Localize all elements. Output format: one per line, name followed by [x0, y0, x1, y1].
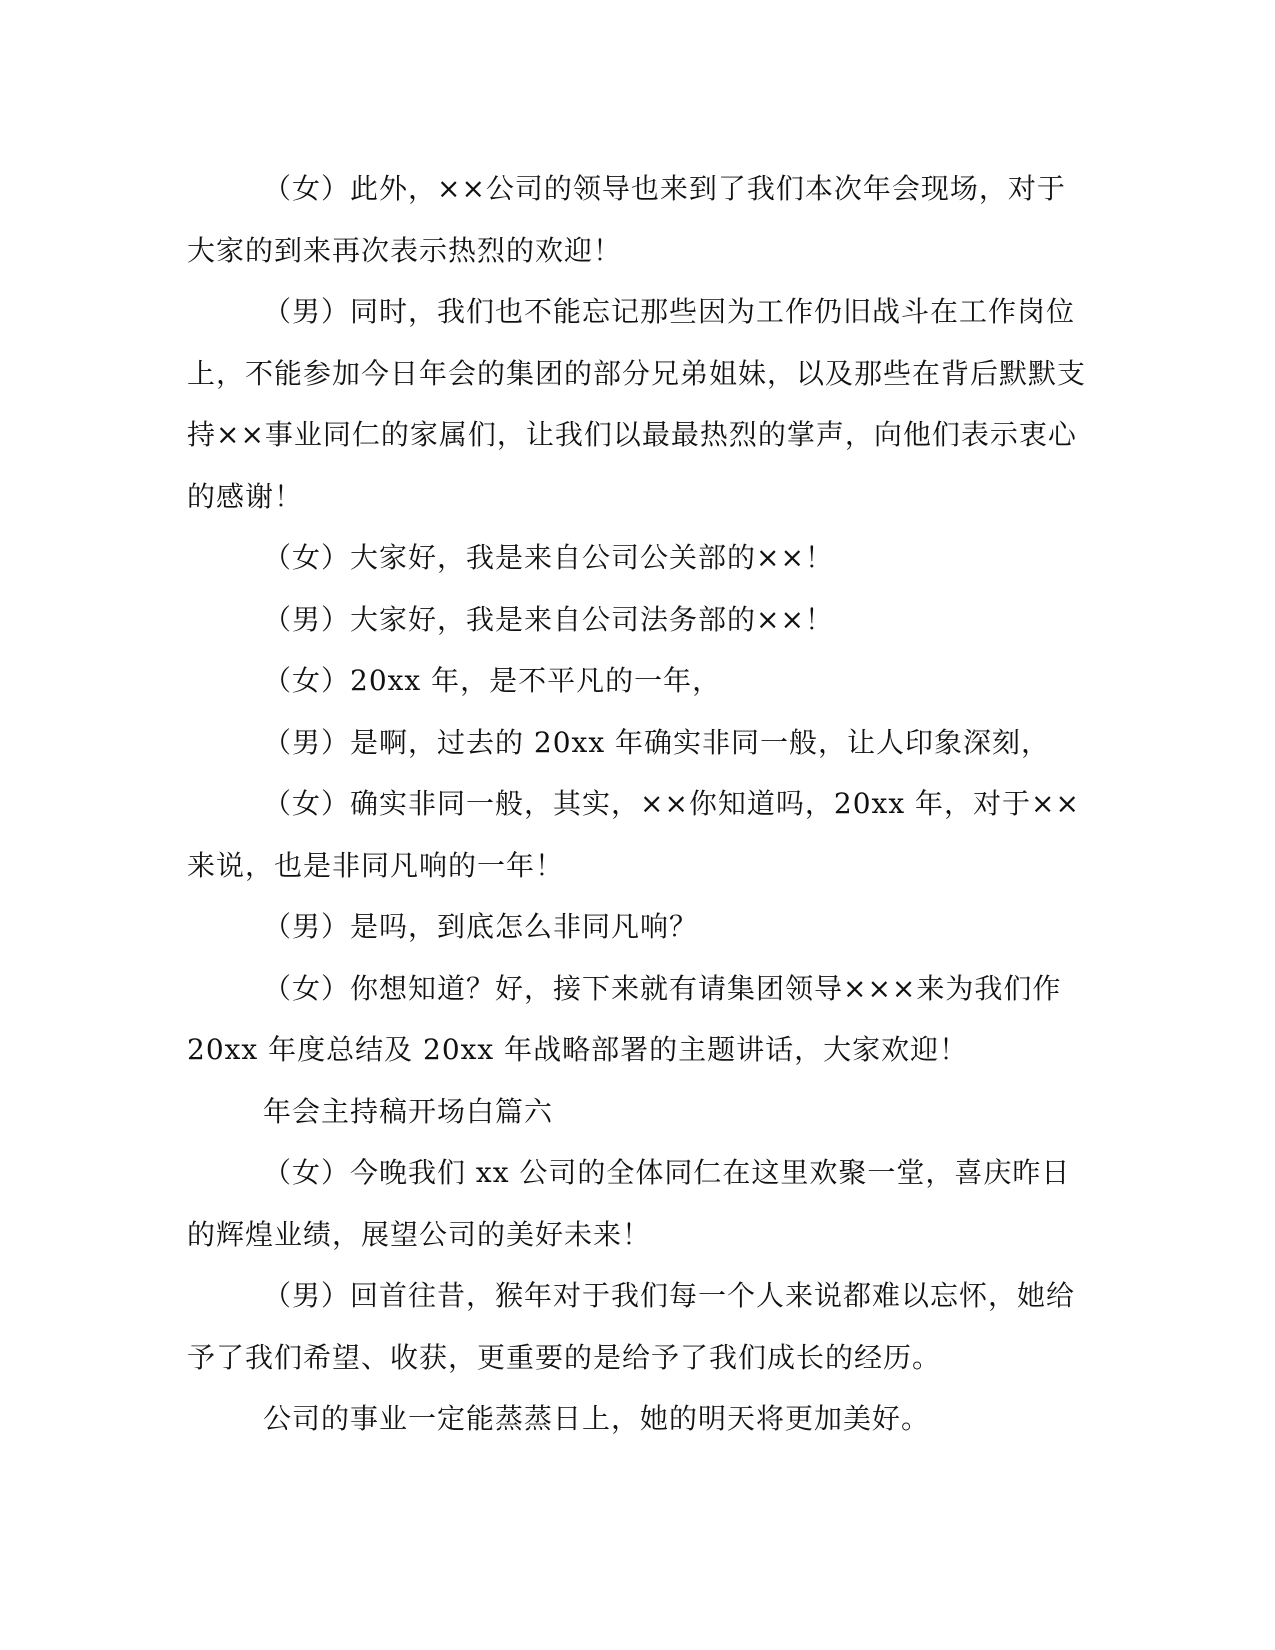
paragraph: （男）是啊，过去的 20xx 年确实非同一般，让人印象深刻，: [263, 725, 1051, 759]
paragraph: （女）今晚我们 xx 公司的全体同仁在这里欢聚一堂，喜庆昨日的辉煌业绩，展望公司的美好未来！: [187, 1156, 1071, 1251]
paragraph: 公司的事业一定能蒸蒸日上，她的明天将更加美好。: [263, 1402, 931, 1435]
paragraph: （男）回首往昔，猴年对于我们每一个人来说都难以忘怀，她给予了我们希望、收获，更重要的是给予了我们成长的经历。: [187, 1279, 1076, 1374]
paragraph: （女）大家好，我是来自公司公关部的××！: [263, 541, 834, 574]
document-body: [187, 158, 1087, 1450]
paragraph: （女）你想知道？好，接下来就有请集团领导×××来为我们作 20xx 年度总结及 20xx 年战略部署的主题讲话，大家欢迎！: [187, 971, 1062, 1066]
paragraph: （男）同时，我们也不能忘记那些因为工作仍旧战斗在工作岗位上，不能参加今日年会的集团的部分兄弟姐妹，以及那些在背后默默支持××事业同仁的家属们，让我们以最最热烈的掌声，向他们表示衷心的感谢！: [187, 295, 1087, 513]
section-heading: 年会主持稿开场白篇六: [263, 1094, 554, 1128]
paragraph: （女）确实非同一般，其实，××你知道吗，20xx 年，对于××来说，也是非同凡响的一年！: [187, 787, 1080, 882]
paragraph: （男）大家好，我是来自公司法务部的××！: [263, 602, 834, 636]
paragraph: （男）是吗，到底怎么非同凡响？: [263, 910, 699, 943]
paragraph: （女）20xx 年，是不平凡的一年，: [263, 664, 722, 697]
paragraph: （女）此外，××公司的领导也来到了我们本次年会现场，对于大家的到来再次表示热烈的欢迎！: [187, 172, 1066, 267]
